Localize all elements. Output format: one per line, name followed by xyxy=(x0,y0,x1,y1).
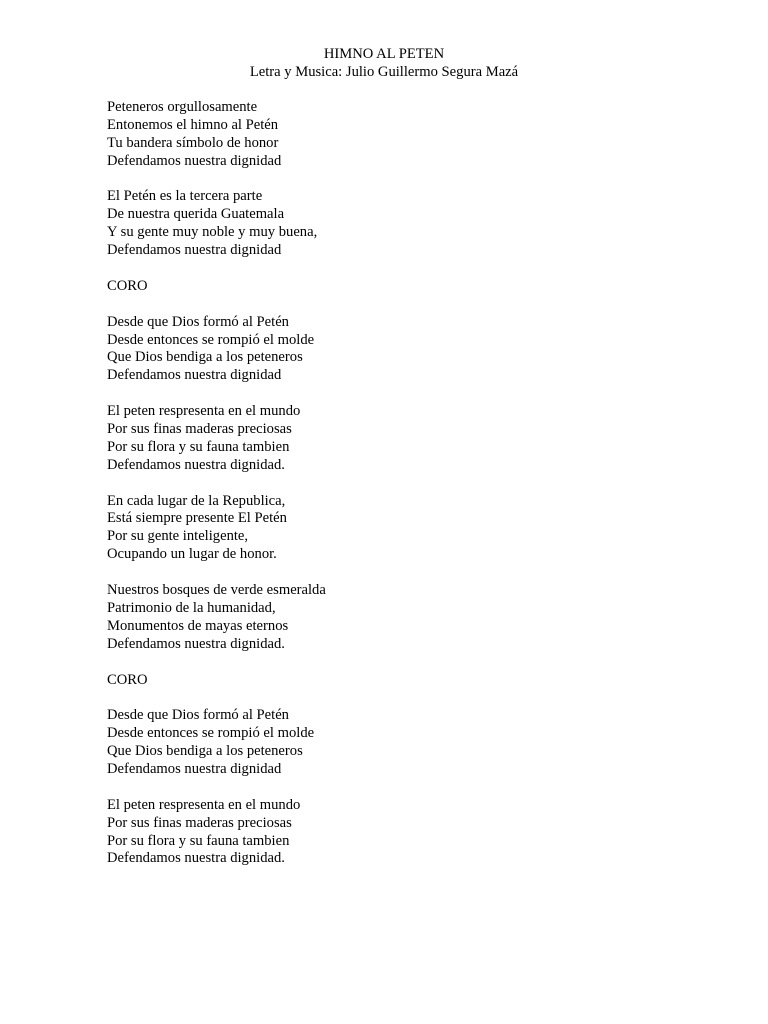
lyric-line: El Petén es la tercera parte xyxy=(107,188,263,205)
lyric-line: Que Dios bendiga a los peteneros xyxy=(107,743,303,760)
stanza xyxy=(107,797,707,869)
lyric-line: El peten respresenta en el mundo xyxy=(107,403,301,420)
stanza xyxy=(107,707,707,779)
lyric-line: Nuestros bosques de verde esmeralda xyxy=(107,582,326,599)
lyric-line: De nuestra querida Guatemala xyxy=(107,206,285,223)
document-subtitle: Letra y Musica: Julio Guillermo Segura Mazá xyxy=(249,64,519,80)
lyric-line: Desde entonces se rompió el molde xyxy=(107,725,315,742)
lyric-line: CORO xyxy=(107,277,148,294)
lyric-line: Por su gente inteligente, xyxy=(107,528,249,545)
stanza xyxy=(107,403,707,475)
stanza xyxy=(107,672,707,690)
lyric-line: Patrimonio de la humanidad, xyxy=(107,599,276,616)
lyric-line: En cada lugar de la Republica, xyxy=(107,492,286,509)
lyric-line: Por su flora y su fauna tambien xyxy=(107,438,290,455)
lyrics-body xyxy=(107,99,707,886)
lyric-line: CORO xyxy=(107,671,148,688)
stanza xyxy=(107,278,707,296)
lyric-line: Está siempre presente El Petén xyxy=(107,510,287,527)
stanza xyxy=(107,582,707,654)
lyric-line: Por sus finas maderas preciosas xyxy=(107,814,292,831)
lyric-line: Desde que Dios formó al Petén xyxy=(107,707,289,724)
stanza xyxy=(107,99,707,171)
title-block xyxy=(0,45,768,81)
lyric-line: Por su flora y su fauna tambien xyxy=(107,832,290,849)
lyric-line: El peten respresenta en el mundo xyxy=(107,796,301,813)
lyric-line: Defendamos nuestra dignidad xyxy=(107,760,282,777)
lyric-line: Que Dios bendiga a los peteneros xyxy=(107,349,303,366)
lyric-line: Defendamos nuestra dignidad. xyxy=(107,456,285,473)
lyric-line: Ocupando un lugar de honor. xyxy=(107,546,277,563)
lyric-line: Peteneros orgullosamente xyxy=(107,99,258,115)
lyric-line: Defendamos nuestra dignidad. xyxy=(107,635,285,652)
lyric-line: Por sus finas maderas preciosas xyxy=(107,421,292,438)
lyric-line: Defendamos nuestra dignidad xyxy=(107,242,282,259)
document-title: HIMNO AL PETEN xyxy=(323,46,445,62)
lyric-line: Desde que Dios formó al Petén xyxy=(107,313,289,330)
lyric-line: Entonemos el himno al Petén xyxy=(107,116,279,133)
lyric-line: Monumentos de mayas eternos xyxy=(107,617,289,634)
lyric-line: Defendamos nuestra dignidad xyxy=(107,367,282,384)
lyric-line: Defendamos nuestra dignidad xyxy=(107,152,282,169)
stanza xyxy=(107,493,707,565)
stanza xyxy=(107,188,707,260)
lyric-line: Defendamos nuestra dignidad. xyxy=(107,850,285,867)
lyric-line: Y su gente muy noble y muy buena, xyxy=(107,224,318,241)
stanza xyxy=(107,314,707,386)
lyric-line: Desde entonces se rompió el molde xyxy=(107,331,315,348)
lyric-line: Tu bandera símbolo de honor xyxy=(107,134,279,151)
